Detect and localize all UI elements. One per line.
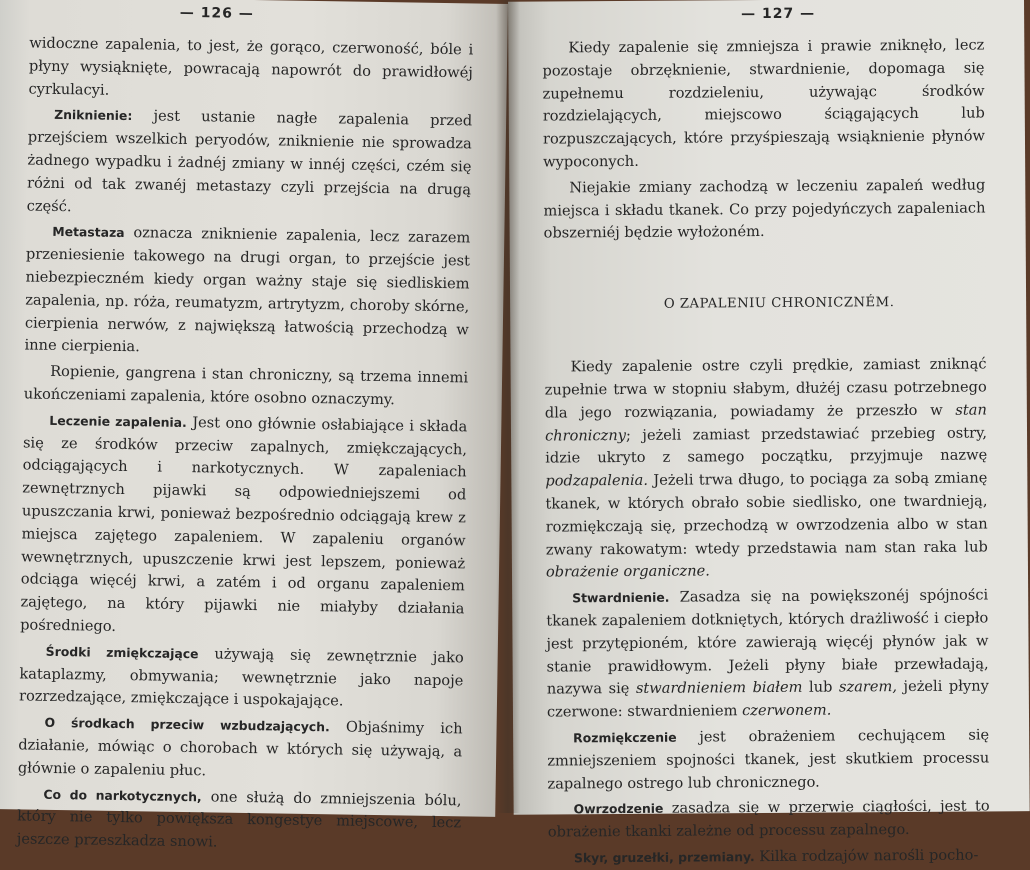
paragraph-term: Co do narkotycznych, [43,786,202,804]
paragraph-text: Kiedy zapalenie ostre czyli prędkie, zamiast zniknąć zupełnie trwa w stopniu słabym, dłużéj czasu potrzebnego dla jego rozwiązania, powiadamy że przeszło w [544,355,987,422]
paragraph [548,796,990,845]
italic-term: czerwonem. [741,701,832,720]
paragraph [19,640,464,715]
paragraph [546,585,989,725]
paragraph-term: Metastaza [52,224,125,241]
paragraph-text: Kilka rodzajów narośli pocho- [754,846,979,866]
paragraph [543,174,985,245]
paragraph-term: Zniknienie: [54,107,133,124]
paragraph-term: Skyr, gruzełki, przemiany. [573,849,755,866]
paragraph-text: widoczne zapalenia, to jest, że gorąco, czerwoność, bóle i płyny wysiąknięte, powracają napowrót do prawidłowéj cyrkulacyi. [28,34,474,99]
paragraph-text: Niejakie zmiany zachodzą w leczeniu zapaleń według miejsca i składu tkanek. Co przy pojedyńczych zapaleniach obszerniéj będzie wyłożoném. [543,176,986,242]
italic-term: stan chroniczny [544,401,987,445]
paragraph [28,32,473,107]
italic-term: szarem, [838,678,898,696]
italic-term: podzapalenia. [545,471,649,490]
paragraph-text: jest ustanie nagłe zapalenia przed przejściem wszelkich peryodów, zniknienie nie sprowadza żadnego wypadku i żadnéj zmiany w innéj części, czém się różni od tak zwanéj metastazy czyli przejścia na drugą część. [26,107,473,215]
paragraph-text: lub [802,678,840,697]
paragraph-term: Stwardnienie. [572,589,670,606]
paragraph-term: O środkach przeciw wzbudzających. [44,714,330,735]
paragraph [24,361,469,414]
paragraph-text: ; jeżeli zamiast przedstawiać przebieg ostry, idzie ukryto z samego początku, przyjmuje nazwę [545,424,988,467]
paragraph [17,783,462,858]
paragraph [544,354,988,585]
paragraph-term: Owrzodzenie [573,801,664,817]
italic-term: obrażenie organiczne. [545,562,710,581]
paragraph-text: Objaśnimy ich działanie, mówiąc o chorobach w których się używają, a głównie o zapaleniu płuc. [17,718,463,780]
paragraph-text: one służą do zmniejszenia bólu, który nie tylko powiększa kongestye miejscowe, lecz jeszcze przeszkadza snowi. [16,787,462,851]
paragraph-text: jeżeli płyny czerwone: stwardnieniem [546,677,989,721]
italic-term: stwardnieniem białem [635,679,803,698]
paragraph-text: Jeżeli trwa długo, to pociąga za sobą zmianę tkanek, w których obrało sobie siedlisko, one twardnieją, rozmiękczają się, przechodzą w owrzodzenia albo w stan zwany rakowatym: wtedy przedstawia nam stan raka lub [545,469,988,559]
paragraph-term: Leczenie zapalenia. [49,412,187,430]
paragraph-text: jest obrażeniem cechującem się zmniejszeniem spojności tkanek, jest skutkiem processu zapalnego ostrego lub chronicznego. [547,726,990,793]
paragraph-text: Zasadza się na powiększonéj spójności tkanek zapaleniem dotkniętych, których drażliwość i ciepło jest przytępioném, które zawierają więcéj płynów jak w stanie prawidłowym. Jeżeli płyny białe przewładają, nazywa się [546,586,989,698]
paragraph [542,34,985,174]
paragraph [547,724,989,795]
page-number: — 126 — [179,4,254,22]
paragraph [20,409,468,644]
right-page [508,0,1030,866]
paragraph-term: Rozmiękczenie [573,729,677,746]
paragraph-text: oznacza zniknienie zapalenia, lecz zarazem przeniesienie takowego na drugi organ, to przejście jest niebezpieczném kiedy organ ważny staje się siedliskiem zapalenia, np. róża, reumatyzm, artrytyzm, choroby skórne, cierpienia nerwów, z największą łatwością przechodzą w inne cierpienia. [24,224,471,356]
paragraph-term: Środki zmiękczające [45,643,199,661]
paragraph [18,712,463,787]
paragraph-text: używają się zewnętrznie jako kataplazmy, obmywania; wewnętrznie jako napoje rozrzedzające, zmiękczające i uspokajające. [18,644,464,710]
paragraph-text: Ropienie, gangrena i stan chroniczny, są trzema innemi ukończeniami zapalenia, które osobno oznaczymy. [23,363,469,409]
page-number: — 127 — [741,5,816,23]
section-title: O ZAPALENIU CHRONICZNÉM. [663,295,895,312]
paragraph [548,844,990,870]
paragraph-text: zasadza się w przerwie ciągłości, jest to obrażenie tkanki zależne od processu zapalnego. [547,797,990,841]
paragraph [27,104,473,225]
paragraph-text: Kiedy zapalenie się zmniejsza i prawie zniknęło, lecz pozostaje obrzęknienie, stwardnienie, dopomaga się zupełnemu rozdzieleniu, używając środków rozdzielających, miejscowo ściągających lub rozpuszczających, które przyśpieszają wsiąknienie płynów wypoconych. [542,36,986,171]
left-page [0,0,508,851]
paragraph [24,221,470,365]
paragraph-text: Jest ono głównie osłabiające i składa się ze środków przeciw zapalnych, zmiękczających, odciągających i narkotycznych. W zapaleniach zewnętrznych pijawki są odpowiedniejszemi od upuszczania krwi, ponieważ bezpośrednio odciągają krew z miejsca zajętego zapaleniem. W zapaleniu organów wewnętrznych, upuszczenie krwi jest lepszem, ponieważ odciąga więcéj krwi, a zatém i od organu zapaleniem zajętego, na który pijawki nie miałyby działania pośredniego. [20,413,468,635]
